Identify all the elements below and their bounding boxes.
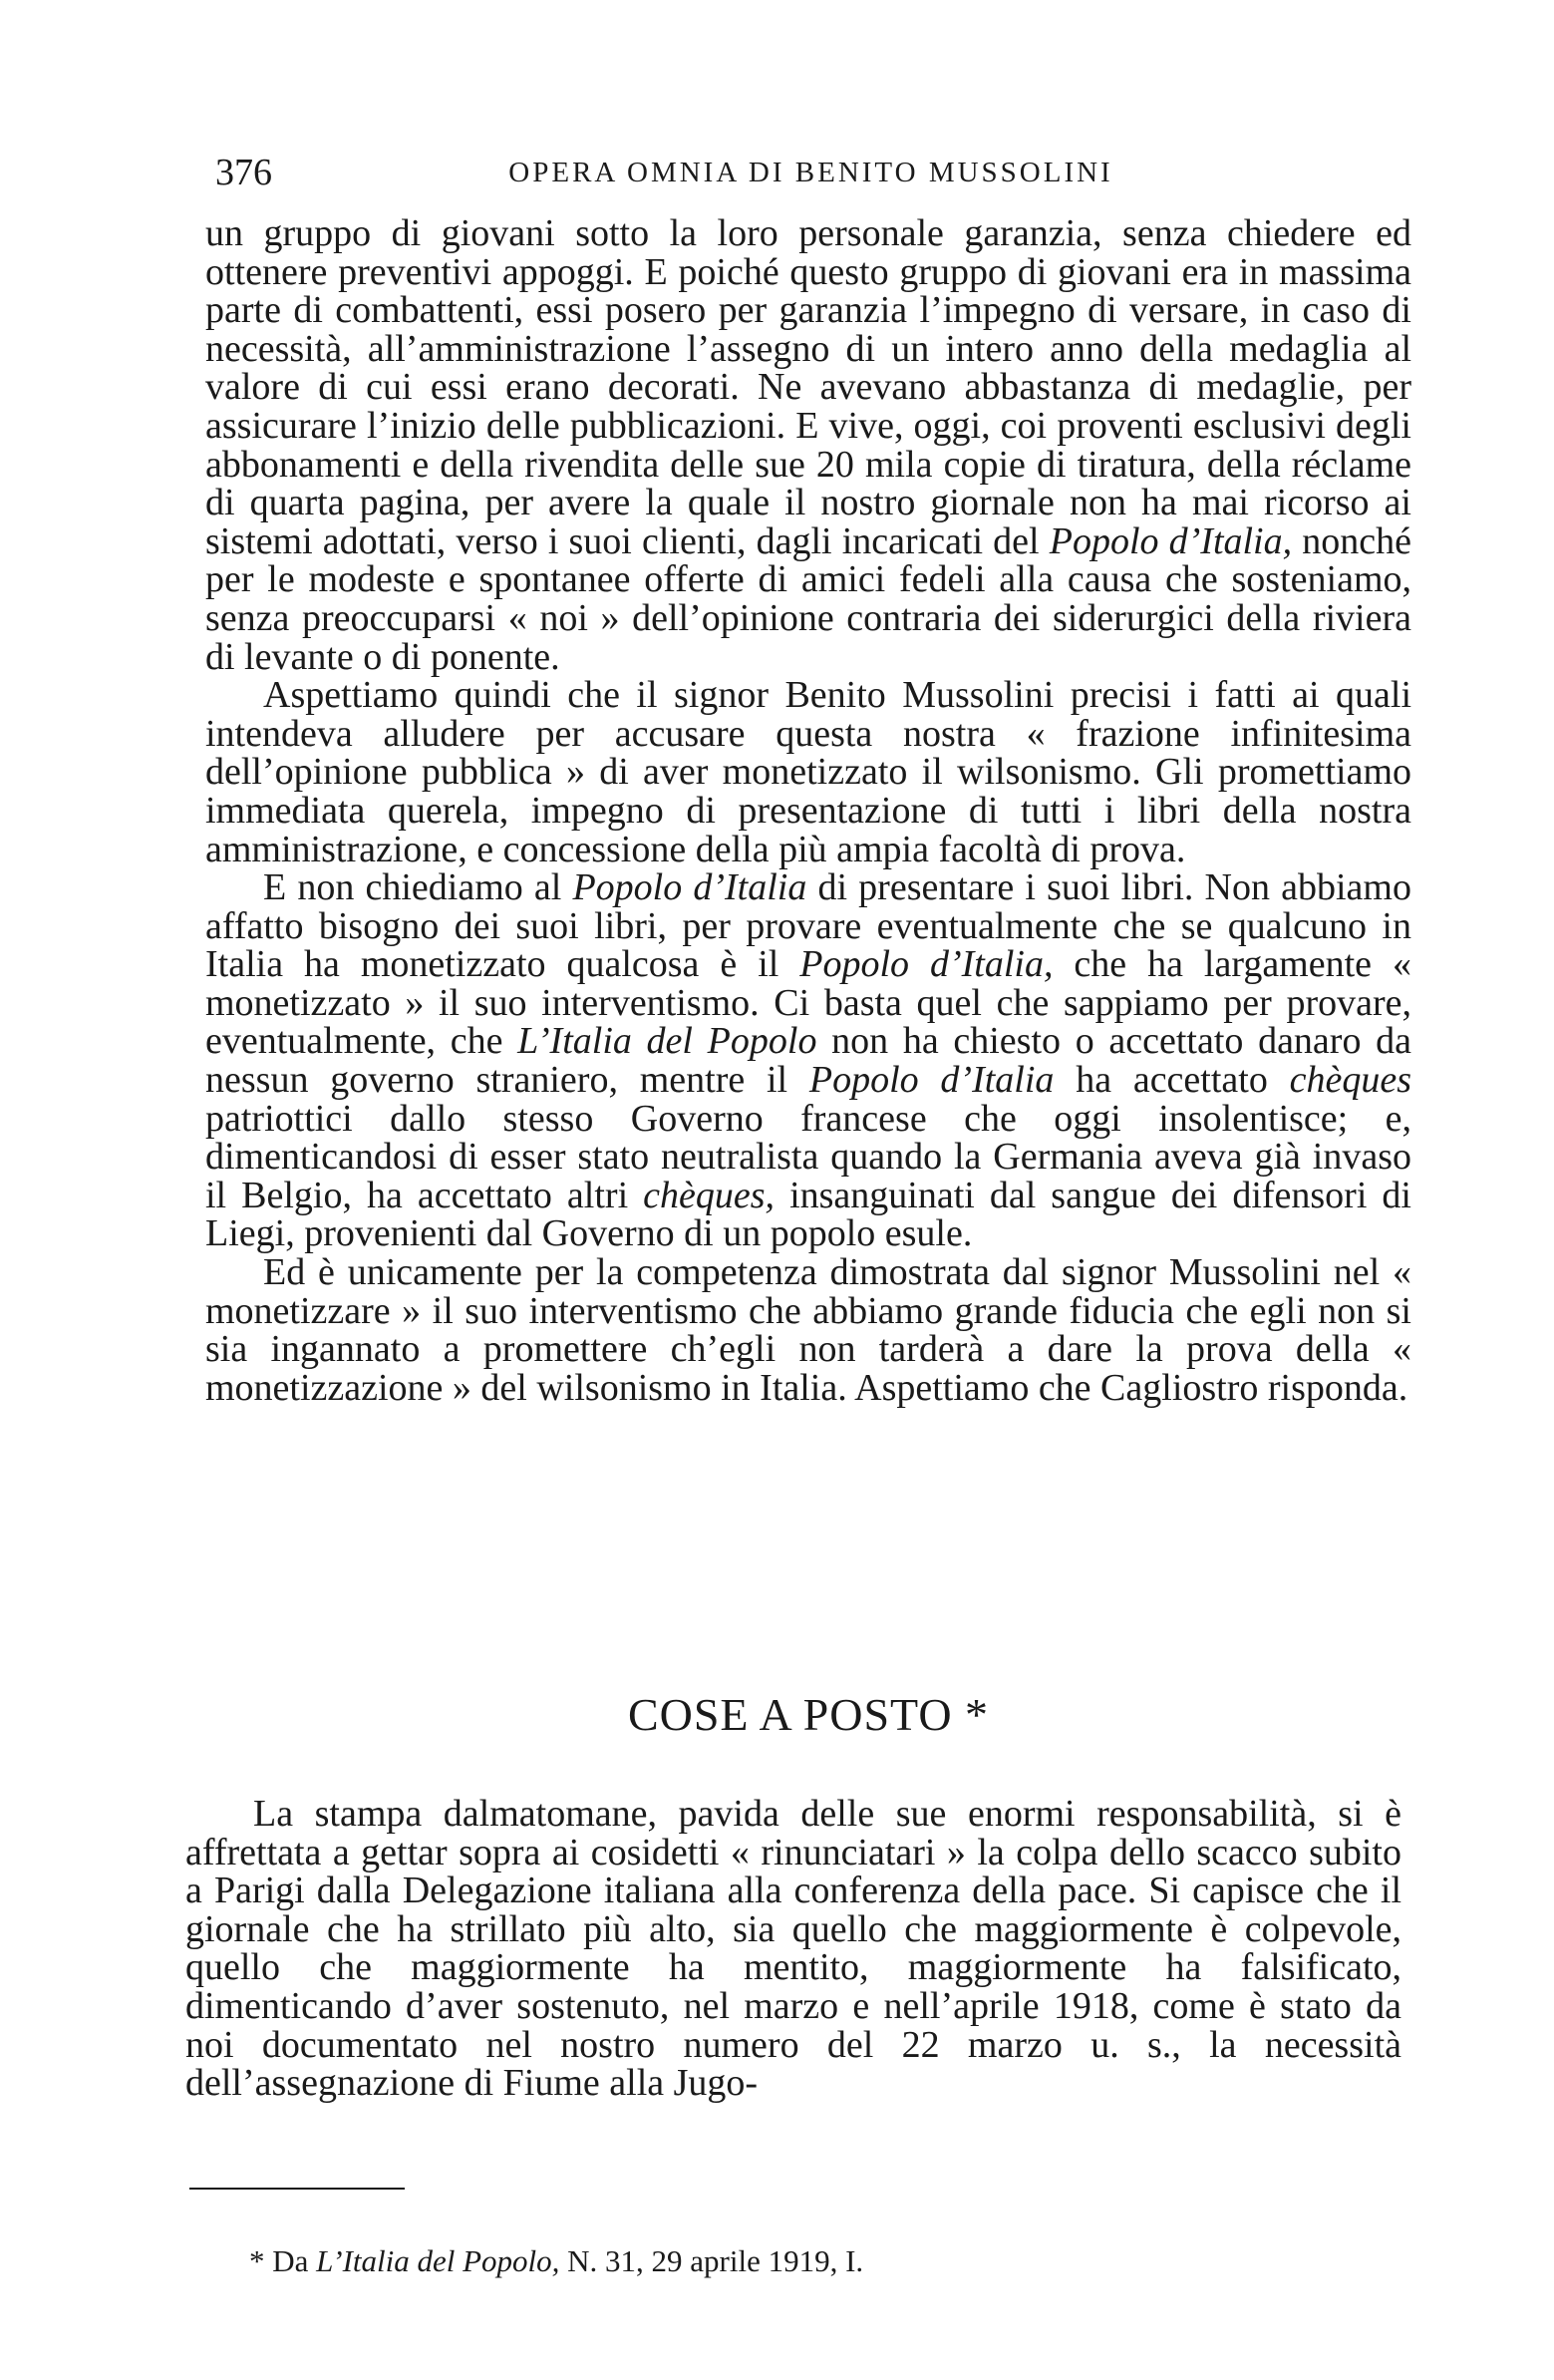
section-title: COSE A POSTO * [627, 1689, 990, 1740]
footnote-details: N. 31, 29 aprile 1919, I. [559, 2243, 864, 2278]
section-body [185, 1795, 1401, 2103]
text-run: ha accettato [1054, 1059, 1290, 1102]
footnote-rule [189, 2188, 405, 2190]
footnote-prefix: * Da [249, 2243, 317, 2278]
article-paragraph [205, 214, 1411, 676]
text-run: non ha chiesto o accettato danaro da nessun governo straniero, mentre il [205, 1020, 1412, 1102]
section-paragraph: La stampa dalmatomane, pavida delle sue enormi responsabilità, si è affrettata a gettar sopra ai cosidetti « rinunciatari » la colpa dello scacco subito a Parigi dalla Delegazione italiana alla conferenza della pace. Si capisce che il giornale che ha strillato più alto, sia quello che maggiormente è colpevole, quello che maggiormente ha mentito, maggiormente ha falsificato, dimenticando d’aver sostenuto, nel marzo e nell’aprile 1918, come è stato da noi documentato nel nostro numero del 22 marzo u. s., la necessità dell’assegnazione di Fiume alla Jugo- [185, 1793, 1401, 2105]
article-paragraph [205, 676, 1411, 868]
italic-title: chèques, [643, 1174, 776, 1216]
text-run: di presentare i suoi libri. Non abbiamo affatto bisogno dei suoi libri, per provare eventualmente che se qualcuno in Italia ha monetizzato qualcosa è il [205, 866, 1411, 986]
page-number: 376 [215, 152, 272, 193]
text-run: che ha largamente « monetizzato » il suo interventismo. Ci basta quel che sappiamo per provare, eventualmente, che [205, 943, 1411, 1063]
italic-title: Popolo d’Italia [808, 1059, 1055, 1102]
italic-title: chèques [1289, 1059, 1411, 1102]
footnote [249, 2239, 1346, 2283]
italic-title: Popolo d’Italia, [1049, 519, 1293, 562]
italic-title: Popolo d’Italia [572, 866, 807, 909]
italic-title: L’Italia del Popolo [517, 1020, 817, 1063]
article-continuation [205, 214, 1411, 1407]
running-header [215, 148, 1406, 197]
article-paragraph [205, 1253, 1411, 1407]
text-run: nonché per le modeste e spontanee offerte di amici fedeli alla causa che sosteniamo, senza preoccuparsi « noi » dell’opinione contraria dei siderurgici della riviera di levante o di ponente. [205, 519, 1411, 678]
text-run: E non chiediamo al [263, 866, 573, 909]
italic-title: Popolo d’Italia, [799, 943, 1054, 986]
text-run: insanguinati dal sangue dei difensori di Liegi, provenienti dal Governo di un popolo esule. [205, 1174, 1411, 1255]
text-run: Ed è unicamente per la competenza dimostrata dal signor Mussolini nel « monetizzare » il suo interventismo che abbiamo grande fiducia che egli non si sia ingannato a promettere ch’egli non tarderà a dare la prova della « monetizzazione » del wilsonismo in Italia. Aspettiamo che Cagliostro risponda. [205, 1251, 1411, 1409]
footnote-source: L’Italia del Popolo, [316, 2243, 560, 2278]
article-paragraph [205, 868, 1411, 1253]
running-title: OPERA OMNIA DI BENITO MUSSOLINI [508, 157, 1113, 188]
text-run: Aspettiamo quindi che il signor Benito Mussolini precisi i fatti ai quali intendeva alludere per accusare questa nostra « frazione infinitesima dell’opinione pubblica » di aver monetizzato il wilsonismo. Gli promettiamo immediata querela, impegno di presentazione di tutti i libri della nostra amministrazione, e concessione della più ampia facoltà di prova. [205, 674, 1411, 870]
text-run: patriottici dallo stesso Governo francese che oggi insolentisce; e, dimenticandosi di esser stato neutralista quando la Germania aveva già invaso il Belgio, ha accettato altri [205, 1097, 1411, 1216]
text-run: un gruppo di giovani sotto la loro personale garanzia, senza chiedere ed ottenere preventivi appoggi. E poiché questo gruppo di giovani era in massima parte di combattenti, essi posero per garanzia l’impegno di versare, in caso di necessità, all’amministrazione l’assegno di un intero anno della medaglia al valore di cui essi erano decorati. Ne avevano abbastanza di medaglie, per assicurare l’inizio delle pubblicazioni. E vive, oggi, coi proventi esclusivi degli abbonamenti e della rivendita delle sue 20 mila copie di tiratura, della réclame di quarta pagina, per avere la quale il nostro giornale non ha mai ricorso ai sistemi adottati, verso i suoi clienti, dagli incaricati del [205, 212, 1411, 562]
